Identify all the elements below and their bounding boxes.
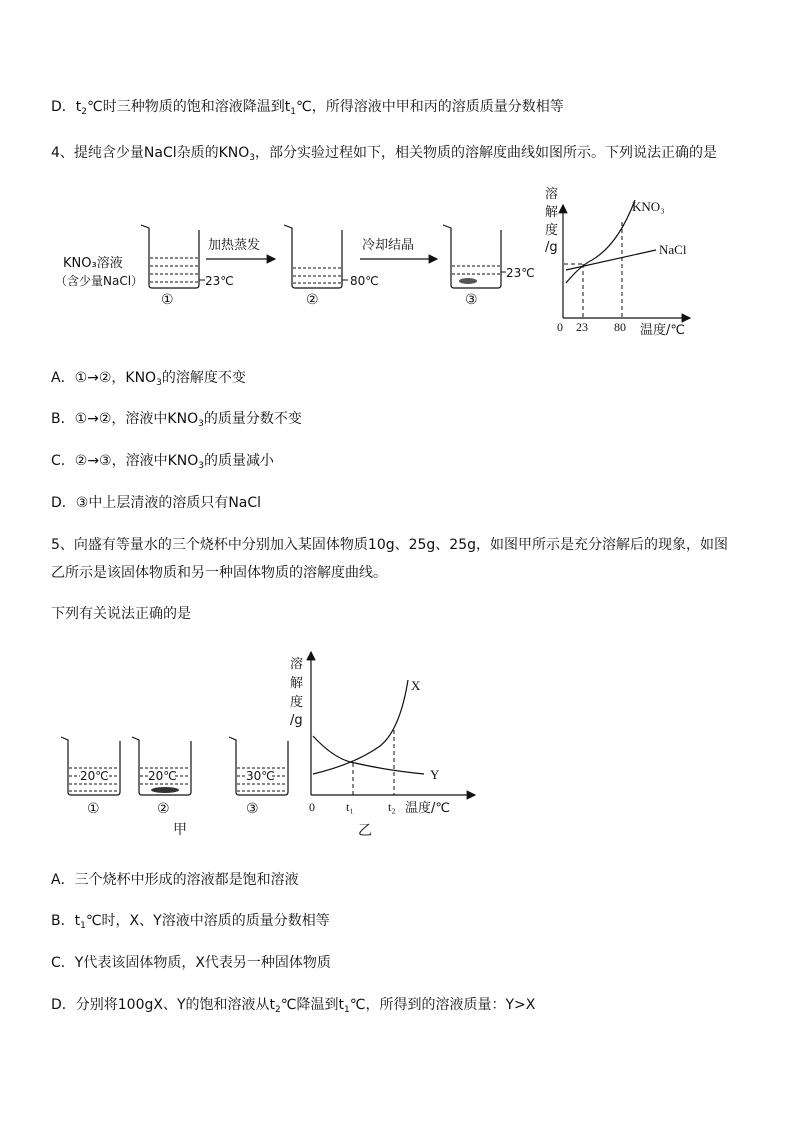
caption-yi: 乙 — [358, 823, 372, 839]
text: ℃降温到t — [280, 997, 344, 1013]
x-axis-label: 温度/℃ — [405, 801, 450, 816]
undissolved-solid — [151, 787, 179, 793]
beaker-number: ① — [87, 801, 100, 817]
subscript: 2 — [81, 107, 88, 117]
q5-beaker-1 — [61, 737, 120, 795]
temp-label-3: 23℃ — [506, 266, 535, 280]
text: A．①→②，KNO — [51, 370, 157, 386]
y-axis-label: 度 — [545, 223, 559, 238]
text: ，部分实验过程如下，相关物质的溶解度曲线如图所示。下列说法正确的是 — [255, 145, 718, 161]
series-label: NaCl — [659, 242, 687, 257]
series-label: X — [411, 678, 421, 693]
q5-stem-1: 5、向盛有等量水的三个烧杯中分别加入某固体物质10g、25g、25g，如图甲所示是充分溶解后的现象，如图 — [51, 537, 729, 553]
q5-beaker-2 — [132, 737, 191, 795]
y-axis-label: 溶 — [290, 657, 304, 672]
impurity-label: （含少量NaCl） — [55, 274, 144, 288]
y-axis-label: 解 — [290, 676, 304, 691]
q5-option-a: A．三个烧杯中形成的溶液都是饱和溶液 — [51, 872, 299, 888]
text: 的质量分数不变 — [203, 411, 302, 427]
q5-option-d — [51, 994, 535, 1015]
caption-jia: 甲 — [173, 822, 187, 838]
temp-label-2: 80℃ — [350, 274, 379, 288]
text: C．②→③，溶液中KNO — [51, 453, 199, 469]
subscript: 3 — [198, 461, 205, 471]
temp-label: 20℃ — [80, 769, 109, 783]
subscript: 1 — [80, 921, 86, 931]
text: B．①→②，溶液中KNO — [51, 411, 199, 427]
x-tick-label: 80 — [614, 320, 626, 334]
beaker-number: ③ — [246, 801, 259, 817]
beaker-number-3: ③ — [465, 292, 478, 308]
x-tick-label: t₁ — [346, 800, 354, 814]
beaker-number-1: ① — [161, 292, 174, 308]
x-tick-label: t₂ — [388, 800, 396, 814]
q5-stem-2: 乙所示是该固体物质和另一种固体物质的溶解度曲线。 — [51, 565, 387, 581]
y-axis-label: /g — [545, 240, 558, 255]
y-axis-label: 解 — [545, 205, 559, 220]
text: ℃时三种物质的饱和溶液降温到t — [87, 99, 291, 115]
text: 的溶解度不变 — [161, 370, 246, 386]
q5-option-b — [51, 910, 330, 931]
text: D．t — [51, 99, 82, 115]
subscript: 1 — [343, 1005, 350, 1015]
text: ℃，所得溶液中甲和丙的溶质质量分数相等 — [295, 99, 564, 115]
text: ℃时，X、Y溶液中溶质的质量分数相等 — [85, 913, 330, 929]
series-label: KNO₃ — [632, 199, 665, 214]
temp-label: 20℃ — [148, 769, 177, 783]
subscript: 1 — [290, 107, 296, 117]
text: 的质量减小 — [204, 453, 275, 469]
text: D．分别将100gX、Y的饱和溶液从t — [51, 997, 276, 1013]
subscript: 3 — [249, 153, 256, 163]
beaker-number-2: ② — [306, 292, 319, 308]
x-axis-label: 温度/℃ — [640, 323, 685, 338]
temp-label-1: 23℃ — [205, 274, 234, 288]
step-label-1: 加热蒸发 — [208, 238, 261, 253]
y-axis-label: 度 — [290, 695, 304, 710]
q5-option-c: C．Y代表该固体物质，X代表另一种固体物质 — [51, 955, 331, 971]
origin-label: 0 — [309, 800, 315, 814]
y-axis-label: 溶 — [545, 187, 559, 202]
origin-label: 0 — [557, 320, 563, 334]
series-label: Y — [430, 767, 440, 782]
temp-label: 30℃ — [246, 769, 275, 783]
q5-stem-3: 下列有关说法正确的是 — [51, 606, 191, 622]
subscript: 2 — [275, 1005, 281, 1015]
step-label-2: 冷却结晶 — [362, 238, 415, 253]
subscript: 3 — [156, 378, 162, 388]
subscript: 3 — [198, 419, 204, 429]
q4-option-d: D．③中上层清液的溶质只有NaCl — [51, 495, 262, 511]
x-tick-label: 23 — [576, 320, 588, 334]
y-axis-label: /g — [290, 713, 303, 728]
beaker-number: ② — [157, 801, 170, 817]
text: B．t — [51, 913, 81, 929]
text: 4、提纯含少量NaCl杂质的KNO — [51, 145, 250, 161]
q5-beaker-3 — [229, 737, 288, 795]
text: ℃，所得到的溶液质量：Y>X — [349, 997, 536, 1013]
q5-solubility-chart — [290, 652, 475, 816]
solution-label: KNO₃溶液 — [63, 256, 123, 271]
y-curve — [313, 736, 424, 774]
